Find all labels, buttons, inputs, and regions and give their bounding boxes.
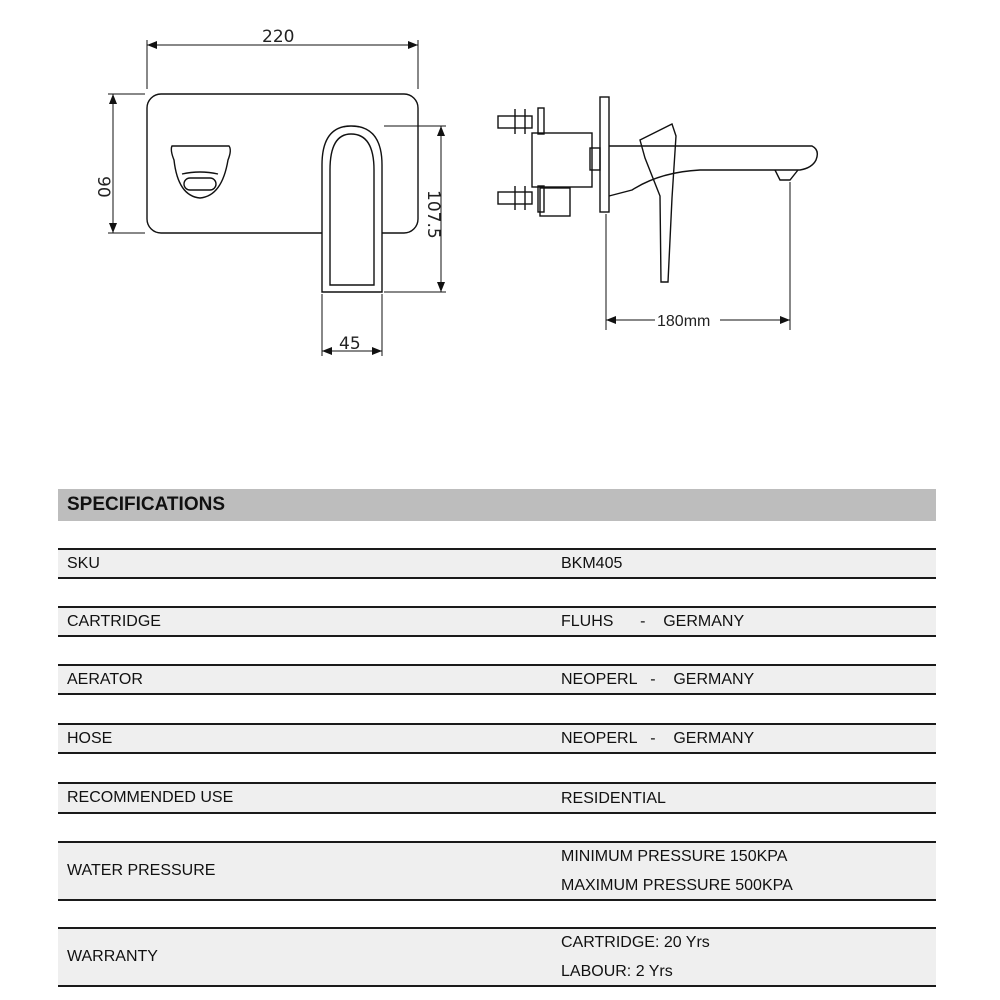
side-bracket [538,108,544,134]
spec-value [561,843,793,899]
arrow [147,41,157,49]
front-aerator [184,178,216,190]
arrow [322,347,332,355]
spec-value-line: BKM405 [561,555,623,572]
spec-label: CARTRIDGE [67,612,161,630]
spec-value [561,550,622,577]
arrow [408,41,418,49]
side-spout [609,146,817,196]
spec-value [561,608,744,635]
spec-value-line: FLUHS - GERMANY [561,613,745,630]
front-view [108,40,446,356]
spec-row-cartridge [58,606,936,637]
spec-value [561,929,710,985]
arrow [437,282,445,292]
spec-row-sku [58,548,936,579]
spec-value-line: LABOUR: 2 Yrs [561,963,673,980]
side-handle [640,124,676,282]
side-wall-flange [600,97,609,212]
spec-label: WATER PRESSURE [67,862,216,879]
spec-value [561,666,754,693]
dim-width-label: 220 [262,27,295,47]
dim-height-label: 90 [93,176,113,198]
spec-row-recommended-use [58,782,936,814]
spec-label: AERATOR [67,670,143,688]
spec-row-warranty [58,927,936,987]
spec-label: HOSE [67,729,113,747]
spec-value-line: RESIDENTIAL [561,789,666,807]
spec-row-water-pressure [58,841,936,901]
spec-value-line: MINIMUM PRESSURE 150KPA [561,848,788,865]
spec-row-aerator [58,664,936,695]
spec-row-hose [58,723,936,754]
side-valve-body [532,133,592,187]
arrow [780,316,790,324]
dim-handle-width-label: 45 [339,334,361,354]
spec-value [561,784,666,812]
spec-value-line: MAXIMUM PRESSURE 500KPA [561,877,793,894]
spec-value-line: NEOPERL - GERMANY [561,671,755,688]
specifications-header: SPECIFICATIONS [58,489,936,521]
front-spout-detail [182,172,218,174]
spec-value [561,725,754,752]
spec-value-line: CARTRIDGE: 20 Yrs [561,934,710,951]
spec-label: SKU [67,554,100,572]
arrow [606,316,616,324]
arrow [109,223,117,233]
dim-handle-height-label: 107.5 [423,190,443,239]
arrow [437,126,445,136]
spec-label: WARRANTY [67,948,158,965]
dim-projection-label: 180mm [657,313,711,330]
arrow [109,94,117,104]
arrow [372,347,382,355]
spec-value-line: NEOPERL - GERMANY [561,730,755,747]
spec-label: RECOMMENDED USE [67,789,234,806]
side-view [498,97,817,330]
side-bracket [538,186,544,212]
front-handle [322,126,382,292]
side-spout-tip [775,170,798,180]
technical-drawing [0,0,1000,470]
